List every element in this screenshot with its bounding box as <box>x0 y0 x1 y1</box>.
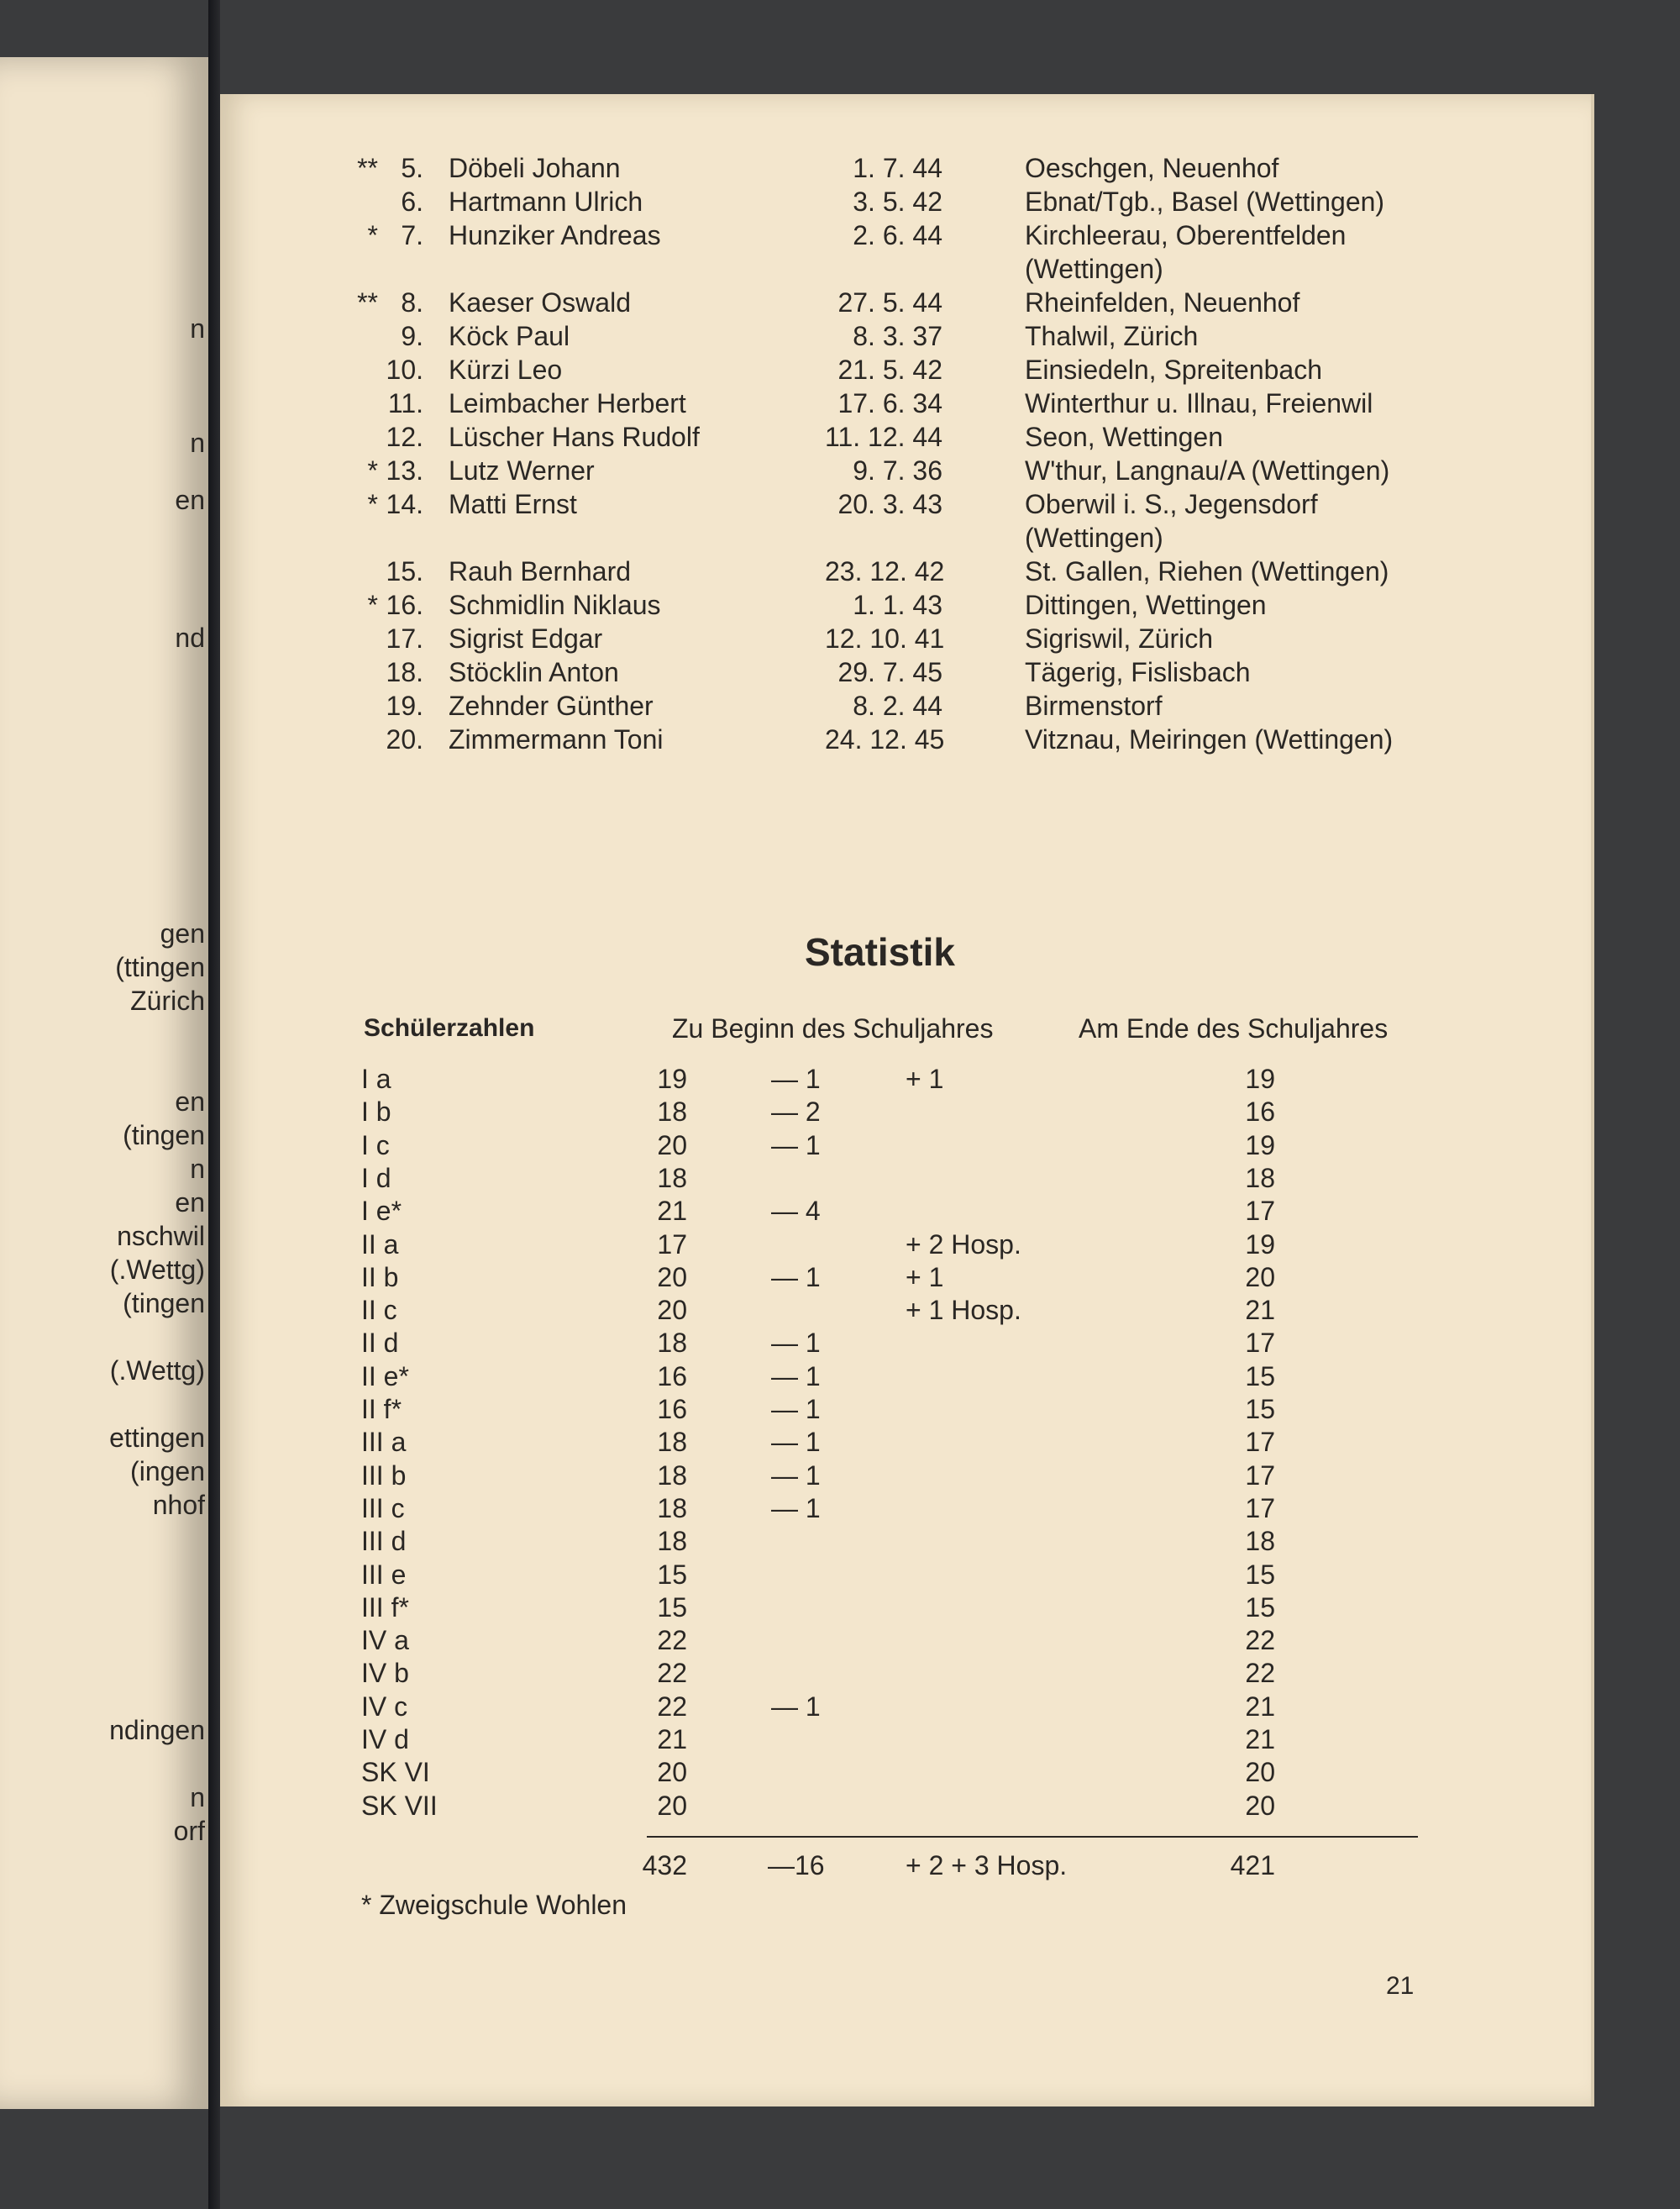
begin-count: 22 <box>657 1658 687 1688</box>
left-page-fragment: en <box>175 1187 205 1218</box>
begin-count: 19 <box>657 1064 687 1094</box>
end-count: 15 <box>1245 1361 1275 1391</box>
register-number: 5. <box>401 153 423 183</box>
register-place: Kirchleerau, Oberentfelden <box>1025 220 1347 250</box>
decrease: — 1 <box>771 1262 821 1292</box>
begin-count: 18 <box>657 1427 687 1457</box>
register-date: 23. 12. 42 <box>825 556 945 586</box>
register-place: Tägerig, Fislisbach <box>1025 657 1251 687</box>
page-number: 21 <box>1386 1972 1415 2000</box>
register-mark: * <box>367 220 378 250</box>
end-count: 16 <box>1245 1097 1275 1127</box>
register-date: 24. 12. 45 <box>825 724 945 755</box>
register-date: 3. 5. 42 <box>853 187 942 217</box>
class-label: II e* <box>361 1361 409 1391</box>
end-count: 17 <box>1245 1427 1275 1457</box>
register-name: Lüscher Hans Rudolf <box>449 422 700 452</box>
class-label: II d <box>361 1328 399 1358</box>
left-page-fragment: Zürich <box>130 986 205 1016</box>
register-mark: * <box>367 455 378 486</box>
register-date: 1. 1. 43 <box>853 590 942 620</box>
decrease: — 2 <box>771 1097 821 1127</box>
register-number: 8. <box>401 287 423 318</box>
register-name: Rauh Bernhard <box>449 556 632 586</box>
end-count: 22 <box>1245 1625 1275 1655</box>
total-begin: 432 <box>642 1850 687 1880</box>
register-date: 27. 5. 44 <box>837 287 942 318</box>
begin-count: 20 <box>657 1295 687 1325</box>
register-mark: * <box>367 489 378 519</box>
total-end: 421 <box>1230 1850 1275 1880</box>
decrease: — 1 <box>771 1427 821 1457</box>
register-number: 6. <box>401 187 423 217</box>
end-count: 15 <box>1245 1394 1275 1424</box>
decrease: — 1 <box>771 1394 821 1424</box>
begin-count: 22 <box>657 1691 687 1722</box>
register-date: 1. 7. 44 <box>853 153 942 183</box>
class-label: SK VI <box>361 1757 430 1787</box>
register-place: Thalwil, Zürich <box>1025 321 1199 351</box>
register-number: 7. <box>401 220 423 250</box>
end-count: 17 <box>1245 1196 1275 1226</box>
begin-count: 18 <box>657 1460 687 1491</box>
register-name: Köck Paul <box>449 321 570 351</box>
end-count: 21 <box>1245 1691 1275 1722</box>
register-name: Stöcklin Anton <box>449 657 619 687</box>
begin-count: 20 <box>657 1791 687 1821</box>
increase: + 2 Hosp. <box>906 1229 1021 1260</box>
begin-count: 18 <box>657 1493 687 1523</box>
register-date: 9. 7. 36 <box>853 455 942 486</box>
register-date: 17. 6. 34 <box>837 388 942 418</box>
register-place-cont: (Wettingen) <box>1025 523 1163 553</box>
section-title: Statistik <box>805 930 955 974</box>
increase: + 1 <box>906 1064 944 1094</box>
register-mark: * <box>367 590 378 620</box>
end-count: 20 <box>1245 1791 1275 1821</box>
end-count: 19 <box>1245 1064 1275 1094</box>
register-name: Matti Ernst <box>449 489 577 519</box>
class-label: IV c <box>361 1691 408 1722</box>
header-class: Schülerzahlen <box>364 1014 535 1042</box>
end-count: 15 <box>1245 1592 1275 1623</box>
end-count: 21 <box>1245 1295 1275 1325</box>
left-page-fragment: tingen) <box>123 1120 205 1150</box>
register-name: Hunziker Andreas <box>449 220 661 250</box>
class-label: I d <box>361 1163 391 1193</box>
begin-count: 20 <box>657 1130 687 1160</box>
class-label: III b <box>361 1460 407 1491</box>
class-label: SK VII <box>361 1791 438 1821</box>
end-count: 18 <box>1245 1526 1275 1556</box>
decrease: — 1 <box>771 1130 821 1160</box>
left-page-fragment: ettingen <box>109 1423 205 1453</box>
register-number: 19. <box>386 691 423 721</box>
left-page-fragment: (Wettg.) <box>109 1254 205 1285</box>
begin-count: 22 <box>657 1625 687 1655</box>
register-number: 11. <box>387 388 423 418</box>
end-count: 19 <box>1245 1229 1275 1260</box>
end-count: 20 <box>1245 1757 1275 1787</box>
register-mark: ** <box>357 287 378 318</box>
end-count: 15 <box>1245 1559 1275 1590</box>
left-page-fragment: nschwil <box>117 1221 205 1251</box>
register-place: Vitznau, Meiringen (Wettingen) <box>1025 724 1394 755</box>
class-label: III a <box>361 1427 407 1457</box>
class-label: II b <box>361 1262 399 1292</box>
register-number: 13. <box>386 455 423 486</box>
header-begin: Zu Beginn des Schuljahres <box>672 1013 994 1044</box>
end-count: 20 <box>1245 1262 1275 1292</box>
left-page-fragment: ndingen <box>109 1715 205 1745</box>
register-name: Zimmermann Toni <box>449 724 664 755</box>
register-place: Birmenstorf <box>1025 691 1163 721</box>
register-date: 11. 12. 44 <box>825 422 942 452</box>
decrease: — 1 <box>771 1361 821 1391</box>
class-label: IV a <box>361 1625 409 1655</box>
total-decrease: —16 <box>768 1850 825 1880</box>
left-page-fragment: tingen) <box>123 1288 205 1318</box>
register-number: 9. <box>401 321 423 351</box>
end-count: 22 <box>1245 1658 1275 1688</box>
register-place: Ebnat/Tgb., Basel (Wettingen) <box>1025 187 1385 217</box>
class-label: IV d <box>361 1724 409 1754</box>
begin-count: 21 <box>657 1724 687 1754</box>
register-name: Döbeli Johann <box>449 153 621 183</box>
total-increase: + 2 + 3 Hosp. <box>906 1850 1068 1880</box>
left-page-fragment: (Wettg.) <box>109 1355 205 1386</box>
left-page-fragment: ttingen) <box>115 952 205 982</box>
register-place: St. Gallen, Riehen (Wettingen) <box>1025 556 1389 586</box>
register-number: 12. <box>386 422 423 452</box>
register-name: Kürzi Leo <box>449 355 563 385</box>
class-label: III e <box>361 1559 407 1590</box>
register-place-cont: (Wettingen) <box>1025 254 1163 284</box>
class-label: II c <box>361 1295 397 1325</box>
begin-count: 15 <box>657 1559 687 1590</box>
register-place: Sigriswil, Zürich <box>1025 623 1214 654</box>
footnote: * Zweigschule Wohlen <box>361 1890 627 1920</box>
begin-count: 20 <box>657 1262 687 1292</box>
register-place: Rheinfelden, Neuenhof <box>1025 287 1300 318</box>
left-page-fragment: n <box>190 313 205 344</box>
left-page <box>0 57 208 2109</box>
decrease: — 1 <box>771 1328 821 1358</box>
register-number: 20. <box>386 724 423 755</box>
register-number: 15. <box>386 556 423 586</box>
register-name: Hartmann Ulrich <box>449 187 643 217</box>
register-date: 12. 10. 41 <box>825 623 945 654</box>
register-place: Dittingen, Wettingen <box>1025 590 1267 620</box>
decrease: — 1 <box>771 1691 821 1722</box>
class-label: II a <box>361 1229 399 1260</box>
left-page-fragment: ingen) <box>130 1456 205 1486</box>
begin-count: 18 <box>657 1097 687 1127</box>
begin-count: 18 <box>657 1328 687 1358</box>
register-date: 8. 2. 44 <box>853 691 942 721</box>
register-place: Einsiedeln, Spreitenbach <box>1025 355 1323 385</box>
left-page-fragment: n <box>190 428 205 458</box>
register-date: 8. 3. 37 <box>853 321 942 351</box>
begin-count: 18 <box>657 1163 687 1193</box>
left-page-fragment: orf <box>173 1816 205 1846</box>
register-date: 20. 3. 43 <box>837 489 942 519</box>
end-count: 17 <box>1245 1460 1275 1491</box>
right-page <box>220 94 1591 2106</box>
begin-count: 20 <box>657 1757 687 1787</box>
left-page-fragment: nd <box>175 623 205 653</box>
register-mark: ** <box>357 153 378 183</box>
end-count: 17 <box>1245 1328 1275 1358</box>
left-page-fragment: gen <box>160 918 205 949</box>
begin-count: 18 <box>657 1526 687 1556</box>
end-count: 19 <box>1245 1130 1275 1160</box>
class-label: II f* <box>361 1394 402 1424</box>
register-name: Lutz Werner <box>449 455 595 486</box>
class-label: I c <box>361 1130 390 1160</box>
register-number: 10. <box>386 355 423 385</box>
register-date: 29. 7. 45 <box>837 657 942 687</box>
begin-count: 15 <box>657 1592 687 1623</box>
register-date: 2. 6. 44 <box>853 220 942 250</box>
register-place: Oeschgen, Neuenhof <box>1025 153 1279 183</box>
register-number: 14. <box>386 489 423 519</box>
left-page-fragment: n <box>190 1782 205 1812</box>
register-name: Kaeser Oswald <box>449 287 631 318</box>
end-count: 17 <box>1245 1493 1275 1523</box>
register-number: 16. <box>386 590 423 620</box>
decrease: — 1 <box>771 1064 821 1094</box>
register-name: Schmidlin Niklaus <box>449 590 661 620</box>
begin-count: 16 <box>657 1394 687 1424</box>
left-page-fragment: n <box>190 1154 205 1184</box>
class-label: I b <box>361 1097 391 1127</box>
register-date: 21. 5. 42 <box>837 355 942 385</box>
class-label: I a <box>361 1064 391 1094</box>
class-label: III d <box>361 1526 407 1556</box>
class-label: I e* <box>361 1196 402 1226</box>
register-name: Zehnder Günther <box>449 691 654 721</box>
class-label: III c <box>361 1493 405 1523</box>
register-name: Sigrist Edgar <box>449 623 603 654</box>
register-name: Leimbacher Herbert <box>449 388 686 418</box>
header-end: Am Ende des Schuljahres <box>1079 1013 1389 1044</box>
begin-count: 17 <box>657 1229 687 1260</box>
left-page-fragment: en <box>175 485 205 515</box>
begin-count: 16 <box>657 1361 687 1391</box>
register-number: 17. <box>386 623 423 654</box>
class-label: III f* <box>361 1592 409 1623</box>
end-count: 18 <box>1245 1163 1275 1193</box>
left-page-fragment: nhof <box>152 1490 205 1520</box>
register-place: W'thur, Langnau/A (Wettingen) <box>1025 455 1390 486</box>
total-rule <box>647 1836 1418 1838</box>
decrease: — 4 <box>771 1196 821 1226</box>
decrease: — 1 <box>771 1460 821 1491</box>
increase: + 1 <box>906 1262 944 1292</box>
end-count: 21 <box>1245 1724 1275 1754</box>
decrease: — 1 <box>771 1493 821 1523</box>
register-place: Winterthur u. Illnau, Freienwil <box>1025 388 1373 418</box>
increase: + 1 Hosp. <box>906 1295 1021 1325</box>
begin-count: 21 <box>657 1196 687 1226</box>
class-label: IV b <box>361 1658 409 1688</box>
register-place: Oberwil i. S., Jegensdorf <box>1025 489 1318 519</box>
left-page-fragment: en <box>175 1086 205 1117</box>
book-gutter <box>208 0 220 2209</box>
register-place: Seon, Wettingen <box>1025 422 1224 452</box>
register-number: 18. <box>386 657 423 687</box>
